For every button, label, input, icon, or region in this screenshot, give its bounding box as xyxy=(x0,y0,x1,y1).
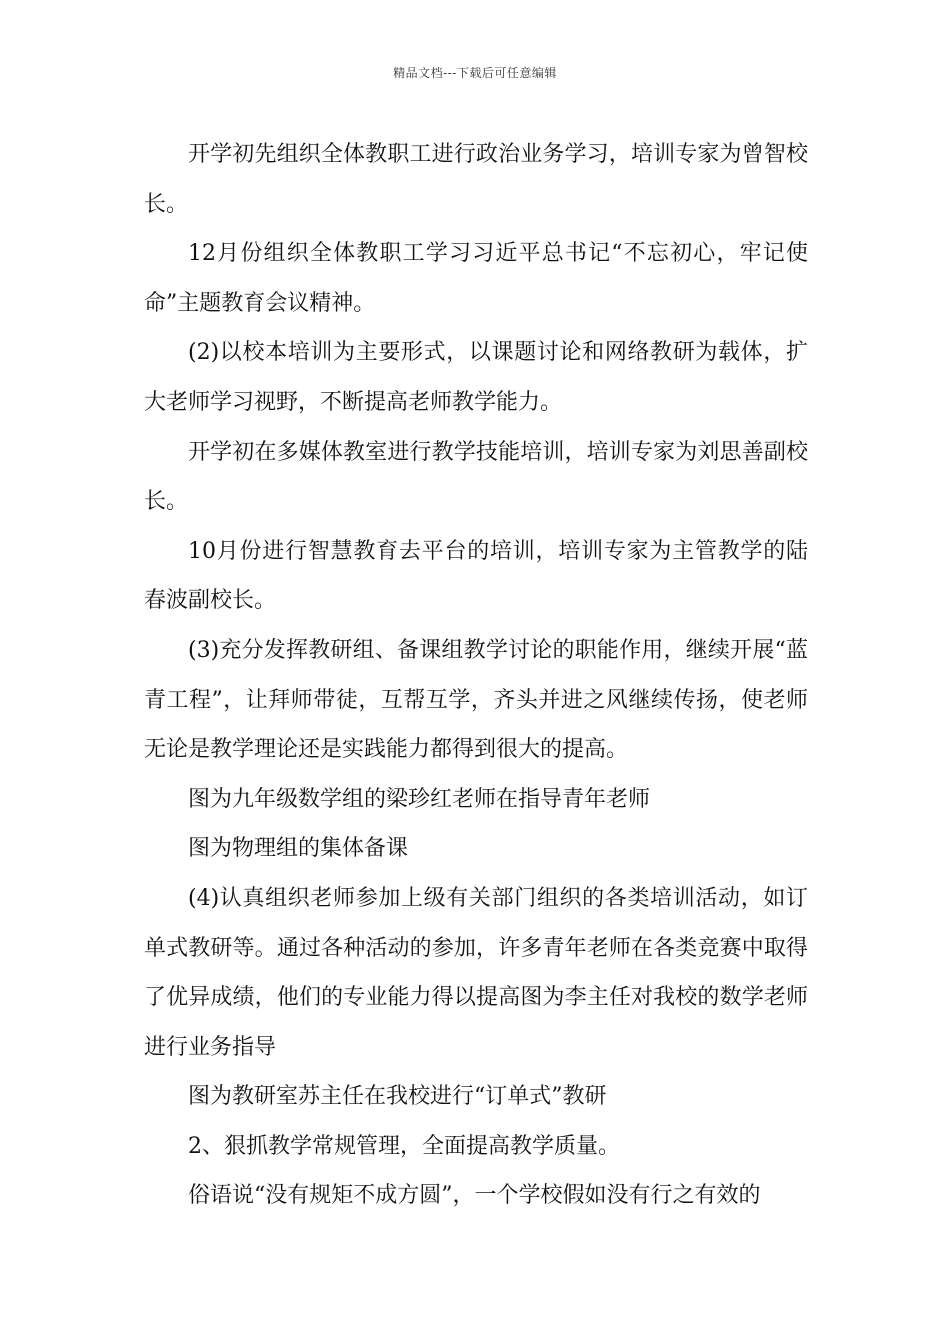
paragraph: (4)认真组织老师参加上级有关部门组织的各类培训活动，如订单式教研等。通过各种活动的参加，许多青年老师在各类竞赛中取得了优异成绩，他们的专业能力得以提高图为李主任对我校的数学老师进行业务指导 xyxy=(144,885,808,1060)
paragraph: 开学初先组织全体教职工进行政治业务学习，培训专家为曾智校长。 xyxy=(144,142,808,217)
page-header: 精品文档---下载后可任意编辑 xyxy=(393,66,557,80)
photo-caption: 图为教研室苏主任在我校进行“订单式”教研 xyxy=(188,1084,607,1110)
paragraph: 10月份进行智慧教育去平台的培训，培训专家为主管教学的陆春波副校长。 xyxy=(144,538,808,614)
paragraph: (2)以校本培训为主要形式，以课题讨论和网络教研为载体，扩大老师学习视野，不断提高老师教学能力。 xyxy=(144,340,808,415)
paragraph: 12月份组织全体教职工学习习近平总书记“不忘初心，牢记使命”主题教育会议精神。 xyxy=(144,241,808,316)
paragraph: 开学初在多媒体教室进行教学技能培训，培训专家为刘思善副校长。 xyxy=(144,439,808,515)
document-body xyxy=(144,130,808,1221)
photo-caption: 图为九年级数学组的梁珍红老师在指导青年老师 xyxy=(188,786,651,812)
paragraph: (3)充分发挥教研组、备课组教学讨论的职能作用，继续开展“蓝青工程”，让拜师带徒，互帮互学，齐头并进之风继续传扬，使老师无论是教学理论还是实践能力都得到很大的提高。 xyxy=(144,637,808,763)
section-heading: 2、狠抓教学常规管理，全面提高教学质量。 xyxy=(188,1133,620,1159)
photo-caption: 图为物理组的集体备课 xyxy=(188,836,409,862)
paragraph: 俗语说“没有规矩不成方圆”，一个学校假如没有行之有效的 xyxy=(188,1183,761,1209)
